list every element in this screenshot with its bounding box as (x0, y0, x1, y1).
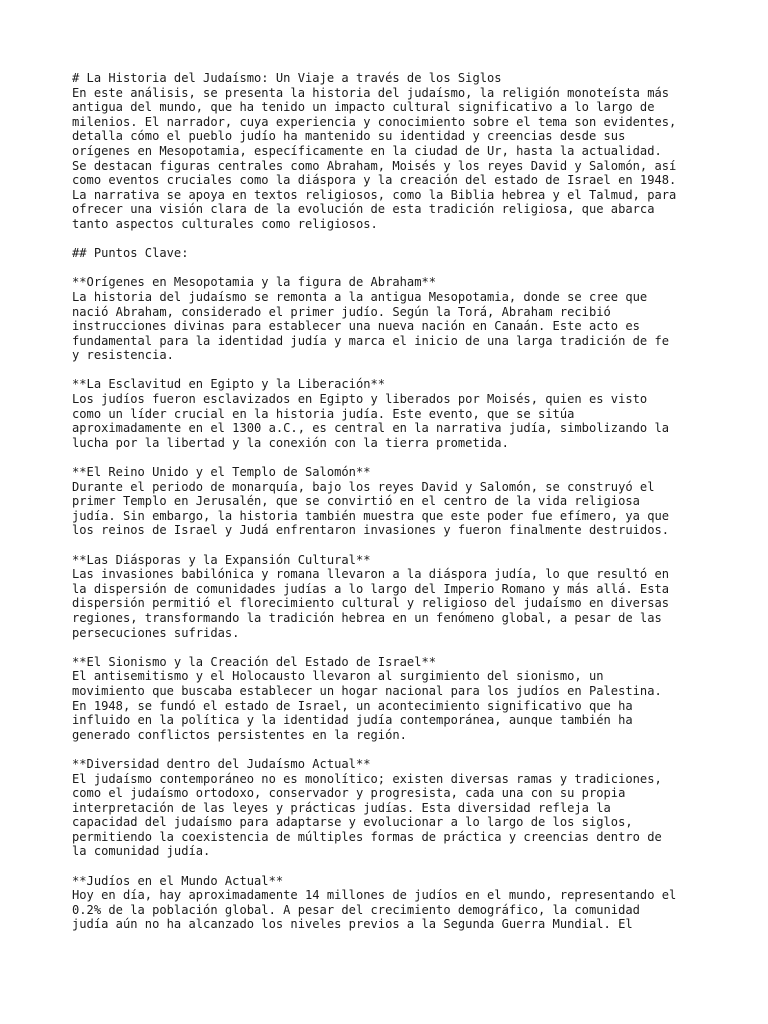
text-line: generado conflictos persistentes en la región. (72, 727, 407, 742)
text-line: la dispersión de comunidades judías a lo largo del Imperio Romano y más allá. Esta (72, 581, 670, 596)
text-line: El judaísmo contemporáneo no es monolítico; existen diversas ramas y tradiciones, (72, 771, 662, 786)
document-body (72, 71, 728, 932)
section-title: **Orígenes en Mesopotamia y la figura de Abraham** (72, 275, 437, 290)
key-points-heading-block (72, 246, 728, 261)
text-line: fundamental para la identidad judía y marca el inicio de una larga tradición de fe (72, 333, 670, 348)
key-point-section (72, 553, 728, 641)
text-line: tanto aspectos culturales como religiosos. (72, 216, 378, 231)
text-line: interpretación de las leyes y prácticas judías. Esta diversidad refleja la (72, 800, 611, 815)
text-line: influido en la política y la identidad judía contemporánea, aunque también ha (72, 713, 633, 728)
text-line: Las invasiones babilónica y romana llevaron a la diáspora judía, lo que resultó en (72, 567, 670, 582)
text-line: 0.2% de la población global. A pesar del crecimiento demográfico, la comunidad (72, 902, 640, 917)
text-line: nació Abraham, considerado el primer judío. Según la Torá, Abraham recibió (72, 304, 611, 319)
text-line: La narrativa se apoya en textos religiosos, como la Biblia hebrea y el Talmud, para (72, 187, 677, 202)
text-line: y resistencia. (72, 348, 174, 363)
text-line: primer Templo en Jerusalén, que se convirtió en el centro de la vida religiosa (72, 494, 640, 509)
text-line: capacidad del judaísmo para adaptarse y evolucionar a lo largo de los siglos, (72, 815, 633, 830)
text-line: Durante el periodo de monarquía, bajo los reyes David y Salomón, se construyó el (72, 479, 655, 494)
text-line: Los judíos fueron esclavizados en Egipto y liberados por Moisés, quien es visto (72, 392, 648, 407)
text-line: En 1948, se fundó el estado de Israel, un acontecimiento significativo que ha (72, 698, 633, 713)
text-line: Hoy en día, hay aproximadamente 14 millones de judíos en el mundo, representando el (72, 888, 677, 903)
text-line: milenios. El narrador, cuya experiencia y conocimiento sobre el tema son evidentes, (72, 114, 677, 129)
section-title: **La Esclavitud en Egipto y la Liberación** (72, 377, 386, 392)
section-title: **El Sionismo y la Creación del Estado de Israel** (72, 654, 437, 669)
text-line: la comunidad judía. (72, 844, 211, 859)
key-point-section (72, 465, 728, 538)
text-line: permitiendo la coexistencia de múltiples formas de práctica y creencias dentro de (72, 829, 662, 844)
text-line: los reinos de Israel y Judá enfrentaron invasiones y fueron finalmente destruidos. (72, 523, 670, 538)
document-title: # La Historia del Judaísmo: Un Viaje a través de los Siglos (72, 71, 502, 85)
section-title: **Las Diásporas y la Expansión Cultural** (72, 552, 371, 567)
text-line: como eventos cruciales como la diáspora y la creación del estado de Israel en 1948. (72, 173, 677, 188)
text-line: movimiento que buscaba establecer un hogar nacional para los judíos en Palestina. (72, 683, 662, 698)
text-line: antigua del mundo, que ha tenido un impacto cultural significativo a lo largo de (72, 100, 655, 115)
key-point-section (72, 757, 728, 859)
section-title: **El Reino Unido y el Templo de Salomón** (72, 465, 371, 480)
text-line: como el judaísmo ortodoxo, conservador y progresista, cada una con su propia (72, 786, 626, 801)
text-line: detalla cómo el pueblo judío ha mantenido su identidad y creencias desde sus (72, 129, 626, 144)
text-line: La historia del judaísmo se remonta a la antigua Mesopotamia, donde se cree que (72, 289, 648, 304)
text-line: En este análisis, se presenta la historia del judaísmo, la religión monoteísta más (72, 85, 670, 100)
text-line: Se destacan figuras centrales como Abraham, Moisés y los reyes David y Salomón, así (72, 158, 677, 173)
text-line: El antisemitismo y el Holocausto llevaron al surgimiento del sionismo, un (72, 669, 604, 684)
section-heading: ## Puntos Clave: (72, 246, 189, 261)
text-line: instrucciones divinas para establecer una nueva nación en Canaán. Este acto es (72, 319, 640, 334)
key-point-section (72, 874, 728, 932)
text-line: orígenes en Mesopotamia, específicamente en la ciudad de Ur, hasta la actualidad. (72, 143, 662, 158)
text-line: judía. Sin embargo, la historia también muestra que este poder fue efímero, ya que (72, 508, 670, 523)
key-point-section (72, 655, 728, 743)
text-line: como un líder crucial en la historia judía. Este evento, que se sitúa (72, 406, 575, 421)
key-point-section (72, 377, 728, 450)
text-line: dispersión permitió el florecimiento cultural y religioso del judaísmo en diversas (72, 596, 670, 611)
section-title: **Diversidad dentro del Judaísmo Actual** (72, 756, 371, 771)
text-line: regiones, transformando la tradición hebrea en un fenómeno global, a pesar de las (72, 610, 662, 625)
section-title: **Judíos en el Mundo Actual** (72, 873, 284, 888)
key-point-section (72, 275, 728, 363)
document-intro-block (72, 71, 728, 232)
text-line: aproximadamente en el 1300 a.C., es central en la narrativa judía, simbolizando la (72, 421, 670, 436)
text-line: ofrecer una visión clara de la evolución de esta tradición religiosa, que abarca (72, 202, 655, 217)
text-line: judía aún no ha alcanzado los niveles previos a la Segunda Guerra Mundial. El (72, 917, 633, 932)
text-line: lucha por la libertad y la conexión con la tierra prometida. (72, 435, 509, 450)
text-line: persecuciones sufridas. (72, 625, 240, 640)
